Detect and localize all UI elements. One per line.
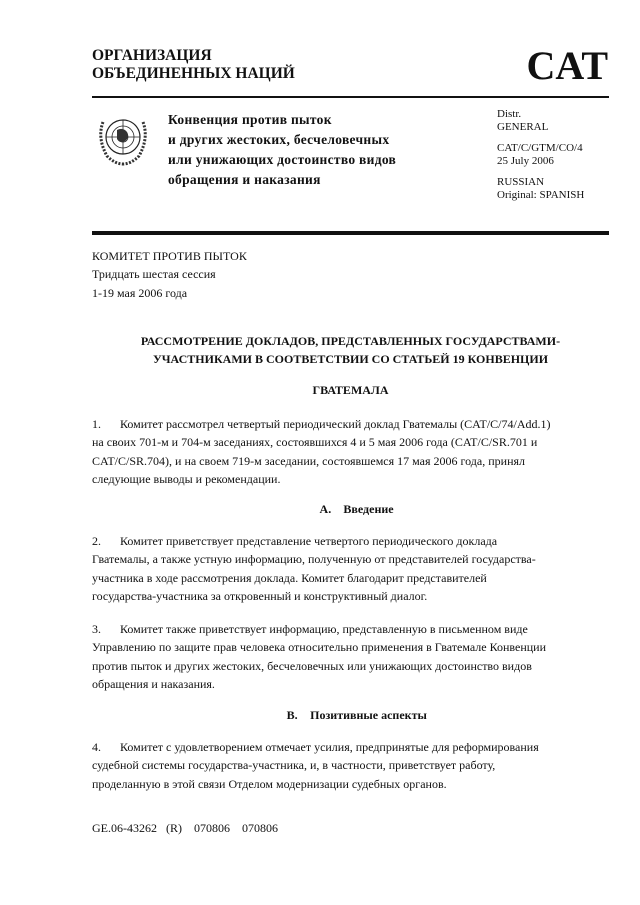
job-number-footer: GE.06-43262 (R) 070806 070806: [92, 821, 278, 835]
organization-name: ОРГАНИЗАЦИЯ ОБЪЕДИНЕННЫХ НАЦИЙ: [92, 47, 295, 82]
distribution-info: Distr. GENERAL CAT/C/GTM/CO/4 25 July 2006 RUSSIAN Original: SPANISH: [497, 108, 585, 201]
header-divider: [92, 96, 609, 98]
committee-info: КОМИТЕТ ПРОТИВ ПЫТОК Тридцать шестая сессия 1-19 мая 2006 года: [92, 249, 247, 300]
paragraph-3: 3. Комитет также приветствует информацию, представленную в письменном виде Управлению по защите прав человека относительно применения в Гватемале Конвенции против пыток и других жестоких, бесчеловечных или унижающих достоинство видов обращения и наказания.: [92, 622, 547, 691]
convention-title: Конвенция против пыток и других жестоких, бесчеловечных или унижающих достоинство видов обращения и наказания: [168, 112, 397, 187]
header-thick-divider: [92, 231, 609, 235]
country-heading: ГВАТЕМАЛА: [312, 383, 389, 397]
section-heading-a: A. Введение: [319, 502, 394, 516]
paragraph-4: 4. Комитет с удовлетворением отмечает усилия, предпринятые для реформирования судебной системы государства-участника, и, в частности, приветствует работу, проделанную в этой связи Отделом модернизации судебных органов.: [92, 740, 539, 791]
un-emblem-icon: [95, 110, 151, 166]
paragraph-1: 1. Комитет рассмотрел четвертый периодический доклад Гватемалы (CAT/C/74/Add.1) на своих 701-м и 704-м заседаниях, состоявшихся 4 и 5 мая 2006 года (CAT/C/SR.701 и CAT/C/SR.704), и на своем 719-м заседании, состоявшемся 17 мая 2006 года, принял следующие выводы и рекомендации.: [92, 417, 551, 486]
paragraph-2: 2. Комитет приветствует представление четвертого периодического доклада Гватемалы, а также устную информацию, полученную от представителей государства- участника в ходе рассмотрения доклада. Комитет благодарит представителей государства-участника за откровенный и конструктивный диалог.: [92, 534, 536, 603]
document-title: РАССМОТРЕНИЕ ДОКЛАДОВ, ПРЕДСТАВЛЕННЫХ ГОСУДАРСТВАМИ- УЧАСТНИКАМИ В СООТВЕТСТВИИ СО СТАТЬЕЙ 19 КОНВЕНЦИИ: [140, 334, 561, 366]
document-series-symbol: CAT: [526, 43, 608, 88]
section-heading-b: B. Позитивные аспекты: [286, 708, 427, 722]
